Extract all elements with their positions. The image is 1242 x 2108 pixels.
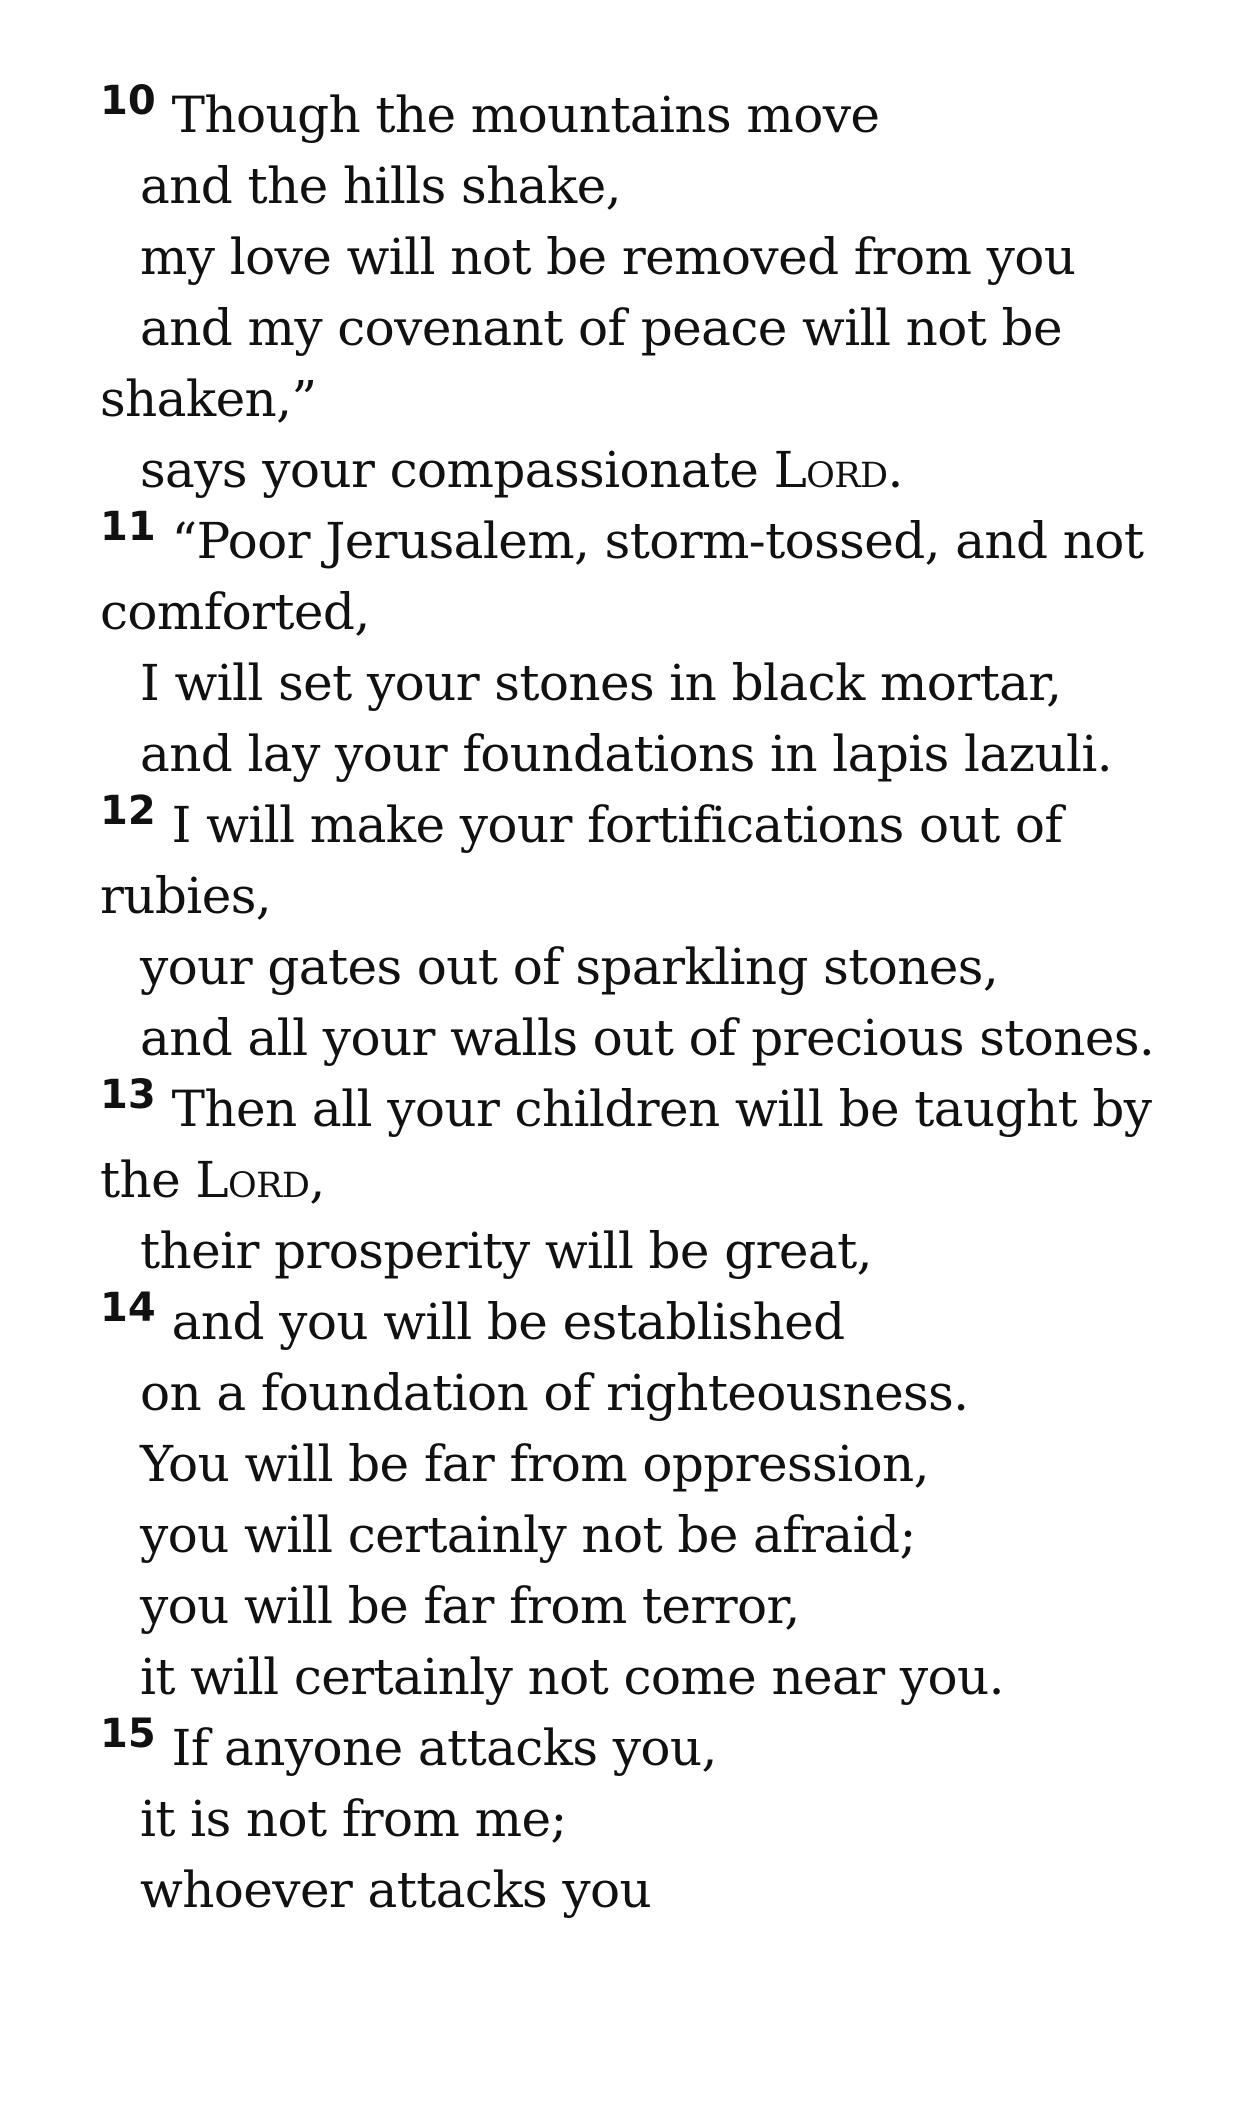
verse-number: 11 [100,504,156,550]
verse-line [100,1571,1210,1642]
verse-text: Though the mountains move [171,86,880,144]
verse-text: my love will not be removed from you [140,228,1076,286]
verse-text: it is not from me; [140,1790,567,1848]
verse-line [100,1500,1210,1571]
verse-text: your gates out of sparkling stones, [140,938,999,996]
verse-text: and lay your foundations in lapis lazuli. [140,725,1113,783]
verse-line [100,1358,1210,1429]
verse-line [100,790,1210,861]
verse-line [100,577,1210,648]
verse-number: 12 [100,788,156,834]
verse-text: says your compassionate [140,441,774,499]
verse-line [100,1784,1210,1855]
verse-text: their prosperity will be great, [140,1222,872,1280]
verse-text: and all your walls out of precious stones. [140,1009,1155,1067]
verse-10 [100,80,1210,506]
verse-line [100,1713,1210,1784]
verse-line [100,1145,1210,1216]
verse-line [100,506,1210,577]
verse-text: comforted, [100,583,370,641]
verse-text: shaken,” [100,370,317,428]
verse-11 [100,506,1210,790]
verse-number: 14 [100,1285,156,1331]
verse-text: on a foundation of righteousness. [140,1364,969,1422]
verse-text: Then all your children will be taught by [171,1080,1152,1138]
verse-line [100,435,1210,506]
verse-line [100,1642,1210,1713]
verse-12 [100,790,1210,1074]
verse-text: You will be far from oppression, [140,1435,929,1493]
verse-line [100,1287,1210,1358]
divine-name: Lord [195,1151,310,1209]
verse-line [100,364,1210,435]
verse-punctuation: , [309,1151,325,1209]
verse-text: If anyone attacks you, [171,1719,717,1777]
verse-line [100,932,1210,1003]
verse-line [100,648,1210,719]
verse-text: and the hills shake, [140,157,621,215]
verse-line [100,1429,1210,1500]
verse-line [100,80,1210,151]
verse-line [100,1003,1210,1074]
verse-number: 10 [100,78,156,124]
verse-14 [100,1287,1210,1713]
verse-text: “Poor Jerusalem, storm-tossed, and not [171,512,1144,570]
verse-line [100,293,1210,364]
verse-text: I will make your fortifications out of [171,796,1063,854]
verse-line [100,151,1210,222]
verse-line [100,861,1210,932]
verse-line [100,1216,1210,1287]
verse-15 [100,1713,1210,1926]
verse-13 [100,1074,1210,1287]
verse-line [100,222,1210,293]
divine-name: Lord [773,441,888,499]
verse-text: you will be far from terror, [140,1577,800,1635]
verse-number: 13 [100,1072,156,1118]
verse-text: whoever attacks you [140,1861,652,1919]
verse-line [100,1074,1210,1145]
verse-text: you will certainly not be afraid; [140,1506,916,1564]
verse-number: 15 [100,1711,156,1757]
verse-text: rubies, [100,867,272,925]
verse-punctuation: . [887,441,903,499]
verse-text: the [100,1151,196,1209]
verse-text: I will set your stones in black mortar, [140,654,1062,712]
verse-text: and my covenant of peace will not be [140,299,1062,357]
verse-line [100,719,1210,790]
scripture-passage [100,80,1210,1926]
verse-text: and you will be established [171,1293,845,1351]
verse-line [100,1855,1210,1926]
verse-text: it will certainly not come near you. [140,1648,1004,1706]
